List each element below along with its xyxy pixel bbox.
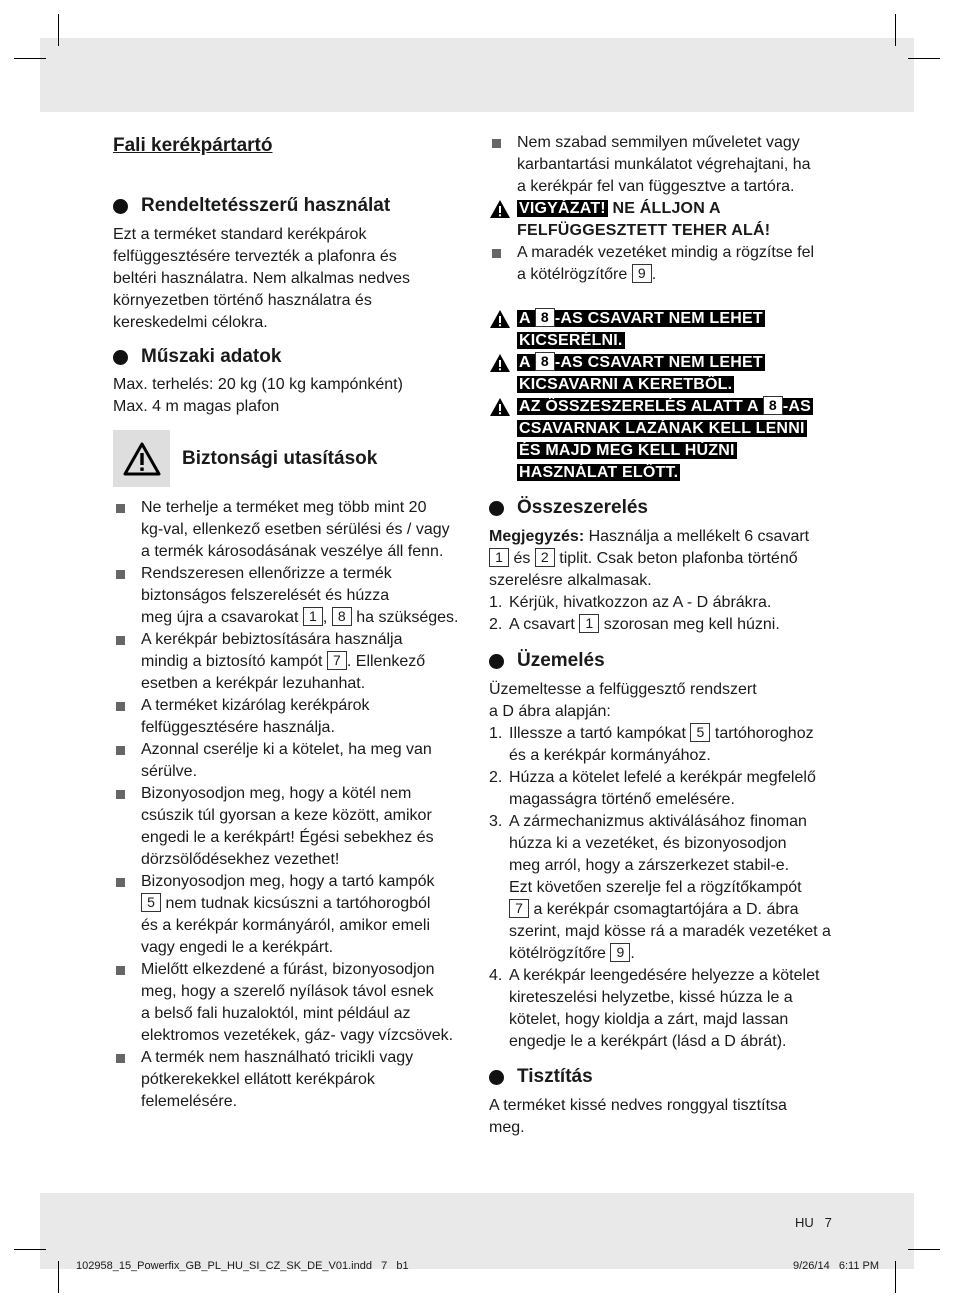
crop-mark (908, 1249, 940, 1250)
right-column (489, 132, 844, 1139)
section-heading-operation: Üzemelés (489, 648, 844, 674)
part-number-box: 1 (579, 614, 599, 633)
safety-title: Biztonsági utasítások (182, 447, 378, 469)
warning-notice: A 8 -AS CSAVART NEM LEHET KICSERÉLNI. (489, 308, 844, 352)
square-bullet-icon (492, 139, 501, 148)
list-item: Nem szabad semmilyen műveletet vagy karbantartási munkálatot végrehajtani, ha a kerékpár fel van függesztve a tartóra. (489, 132, 844, 198)
right-top-list (489, 132, 844, 198)
list-item: A kerékpár bebiztosítására használja mindig a biztosító kampót 7 . Ellenkező esetben a kerékpár lezuhanhat. (113, 629, 468, 695)
page-number: HU 7 (795, 1215, 832, 1230)
warning-notice: AZ ÖSSZESZERELÉS ALATT A 8 -AS CSAVARNAK LAZÁNAK KELL LENNI ÉS MAJD MEG KELL HÚZNI HASZNÁLAT ELŐTT. (489, 396, 844, 484)
warning-triangle-icon (489, 309, 511, 329)
list-item: 2. Húzza a kötelet lefelé a kerékpár megfelelő magasságra történő emelésére. (489, 769, 816, 808)
warning-triangle-icon (489, 397, 511, 417)
list-item: A maradék vezetéket mindig a rögzítse fel a kötélrögzítőre 9 . (489, 242, 844, 286)
section-heading-cleaning: Tisztítás (489, 1064, 844, 1090)
list-item: 1. Illessze a tartó kampókat 5 tartóhoroghoz és a kerékpár kormányához. (489, 724, 814, 764)
list-item: A termék nem használható tricikli vagy pótkerekekkel ellátott kerékpárok felemelésére. (113, 1047, 468, 1113)
part-number-box: 1 (303, 607, 323, 626)
square-bullet-icon (116, 504, 125, 513)
operation-steps (489, 723, 844, 1053)
bullet-dot-icon (113, 350, 128, 365)
left-column (113, 130, 468, 1113)
list-item: 3. A zármechanizmus aktiválásához finoman húzza ki a vezetéket, és bizonyosodjon meg arról, hogy a zárszerkezet stabil-e. Ezt követően szerelje fel a rögzítőkampót 7 a kerékpár csomagtartójára a D. ábra szerint, majd kösse rá a maradék vezetéket a kötélrögzítőre 9 . (489, 813, 831, 962)
section-heading-usage: Rendeltetésszerű használat (113, 193, 468, 219)
square-bullet-icon (116, 702, 125, 711)
section-heading-assembly: Összeszerelés (489, 495, 844, 521)
bullet-dot-icon (113, 199, 128, 214)
header-band (40, 38, 914, 112)
list-item: A terméket kizárólag kerékpárok felfüggesztésére használja. (113, 695, 468, 739)
square-bullet-icon (116, 790, 125, 799)
square-bullet-icon (116, 966, 125, 975)
square-bullet-icon (492, 249, 501, 258)
assembly-steps (489, 592, 844, 636)
square-bullet-icon (116, 1054, 125, 1063)
square-bullet-icon (116, 878, 125, 887)
part-number-box: 8 (332, 607, 352, 626)
crop-mark (14, 58, 46, 59)
warning-panel (113, 430, 170, 487)
right-top-list-2 (489, 242, 844, 286)
crop-mark (895, 14, 896, 46)
bullet-dot-icon (489, 654, 504, 669)
warning-triangle-icon (489, 199, 511, 219)
crop-mark (58, 1261, 59, 1293)
square-bullet-icon (116, 746, 125, 755)
list-item: Bizonyosodjon meg, hogy a tartó kampók 5 nem tudnak kicsúszni a tartóhorogból és a kerékpár kormányáról, amikor emeli vagy engedi le a kerékpárt. (113, 871, 468, 959)
warning-notice: A 8 -AS CSAVART NEM LEHET KICSAVARNI A KERETBŐL. (489, 352, 844, 396)
print-date: 9/26/14 6:11 PM (793, 1260, 880, 1272)
bullet-dot-icon (489, 1070, 504, 1085)
section-heading-specs: Műszaki adatok (113, 344, 468, 370)
safety-heading (113, 430, 468, 487)
warning-triangle-icon (489, 353, 511, 373)
list-item: Rendszeresen ellenőrizze a termék biztonságos felszerelését és húzza meg újra a csavarokat 1 , 8 ha szükséges. (113, 563, 468, 629)
warning-triangle-icon (122, 441, 162, 477)
part-number-box: 9 (632, 264, 652, 283)
part-number-box: 8 (763, 396, 783, 415)
part-number-box: 1 (489, 548, 509, 567)
footer-band (40, 1193, 914, 1269)
part-number-box: 5 (141, 893, 161, 912)
part-number-box: 9 (610, 943, 630, 962)
assembly-text: Megjegyzés: Használja a mellékelt 6 csavart 1 és 2 tiplit. Csak beton plafonba történő szerelésre alkalmasak. 1. Kérjük, hivatkozzon az A - D ábrákra. 2. A csavart 1 szorosan meg kell húzni. (489, 526, 844, 636)
list-item: 2. A csavart 1 szorosan meg kell húzni. (489, 615, 780, 633)
part-number-box: 8 (535, 308, 555, 327)
file-slug: 102958_15_Powerfix_GB_PL_HU_SI_CZ_SK_DE_V01.indd 7 b1 (76, 1260, 409, 1272)
list-item: 4. A kerékpár leengedésére helyezze a kötelet kireteszelési helyzetbe, kissé húzza le a kötelet, hogy kioldja a zárt, majd lassan engedje le a kerékpárt (lásd a D ábrát). (489, 967, 820, 1050)
list-item: 1. Kérjük, hivatkozzon az A - D ábrákra. (489, 594, 772, 611)
operation-text: Üzemeltesse a felfüggesztő rendszert a D ábra alapján: 1. Illessze a tartó kampókat 5 tartóhoroghoz és a kerékpár kormányához. 2. Húzza a kötelet lefelé a kerékpár megfelelő magasságra történő emelésére. 3. A zármechanizmus aktiválásához finoman húzza ki a vezetéket, és bizonyosodjon meg arról, hogy a zárszerkezet stabil-e. Ezt követően szerelje fel a rögzítőkampót 7 a kerékpár csomagtartójára a D. ábra szerint, majd kösse rá a maradék vezetéket a kötélrögzítőre 9 . 4. A kerékpár leengedésére helyezze a kötelet kireteszelési helyzetbe, kissé húzza le a kötelet, hogy kioldja a zárt, majd lassan engedje le a kerékpárt (lásd a D ábrát). (489, 679, 844, 1053)
crop-mark (14, 1249, 46, 1250)
usage-text: Ezt a terméket standard kerékpárok felfüggesztésére tervezték a plafonra és beltéri használatra. Nem alkalmas nedves környezetben történő használatra és kereskedelmi célokra. (113, 226, 411, 331)
safety-list (113, 497, 468, 1113)
part-number-box: 7 (327, 651, 347, 670)
page-title: Fali kerékpártartó (113, 135, 273, 156)
warning-notice: VIGYÁZAT! NE ÁLLJON A FELFÜGGESZTETT TEHER ALÁ! (489, 198, 844, 242)
square-bullet-icon (116, 636, 125, 645)
list-item: Mielőtt elkezdené a fúrást, bizonyosodjon meg, hogy a szerelő nyílások távol esnek a belső fali huzaloktól, mint például az elektromos vezetékek, gáz- vagy vízcsövek. (113, 959, 468, 1047)
list-item: Azonnal cserélje ki a kötelet, ha meg van sérülve. (113, 739, 468, 783)
list-item: Bizonyosodjon meg, hogy a kötél nem csúszik túl gyorsan a keze között, amikor engedi le a kerékpárt! Égési sebekhez és dörzsölődésekhez vezethet! (113, 783, 468, 871)
cleaning-text: A terméket kissé nedves ronggyal tisztítsa meg. (489, 1097, 787, 1136)
square-bullet-icon (116, 570, 125, 579)
specs-text: Max. terhelés: 20 kg (10 kg kampónként) Max. 4 m magas plafon (113, 376, 403, 415)
list-item: Ne terhelje a terméket meg több mint 20 kg-val, ellenkező esetben sérülési és / vagy a termék károsodásának veszélye áll fenn. (113, 497, 468, 563)
crop-mark (908, 58, 940, 59)
part-number-box: 8 (535, 352, 555, 371)
part-number-box: 7 (509, 899, 529, 918)
crop-mark (58, 14, 59, 46)
part-number-box: 5 (690, 723, 710, 742)
part-number-box: 2 (535, 548, 555, 567)
bullet-dot-icon (489, 501, 504, 516)
crop-mark (895, 1261, 896, 1293)
